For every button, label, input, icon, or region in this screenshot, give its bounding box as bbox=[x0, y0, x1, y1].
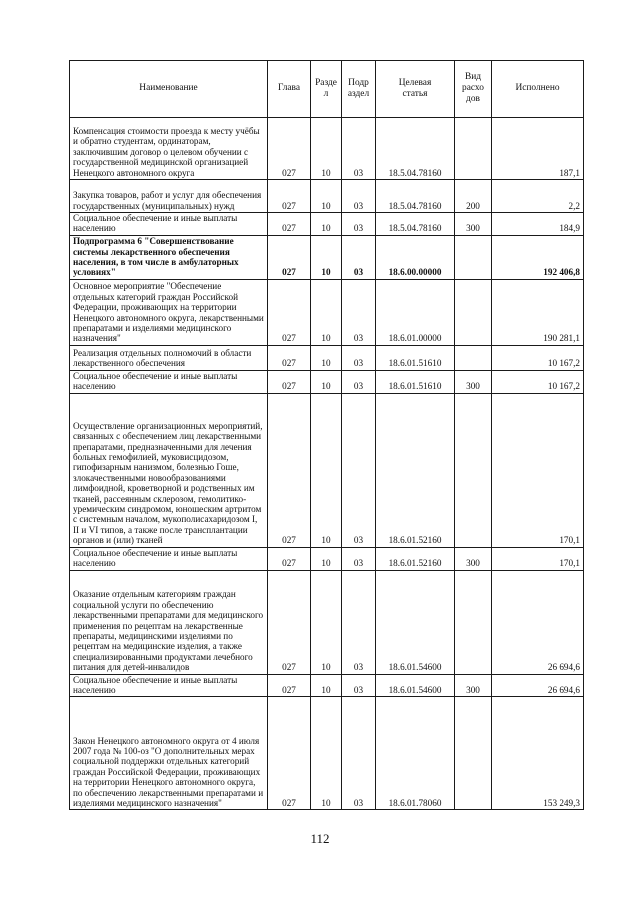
row-name-cell: Социальное обеспечение и иные выплаты населению bbox=[70, 547, 268, 570]
row-target-cell: 18.6.01.54600 bbox=[376, 674, 455, 697]
table-row bbox=[70, 235, 584, 279]
row-name-cell: Закон Ненецкого автономного округа от 4 июля 2007 года № 100-оз "О дополнительных мерах социальной поддержки отдельных категорий граждан Российской Федерации, проживающих на территории Ненецкого автономного округа, по обеспечению лекарственными препаратами и изделиями медицинского назначения" bbox=[70, 697, 268, 810]
row-name-cell: Основное мероприятие "Обеспечение отдельных категорий граждан Российской Федерации, проживающих на территории Ненецкого автономного округа, лекарственными препаратами и изделиями медицинского назначения" bbox=[70, 279, 268, 345]
row-name-cell: Подпрограмма 6 "Совершенствование системы лекарственного обеспечения населения, в том числе в амбулаторных условиях" bbox=[70, 235, 268, 279]
row-subsection-cell: 03 bbox=[342, 697, 376, 810]
table-row bbox=[70, 370, 584, 393]
row-chapter-cell: 027 bbox=[268, 235, 311, 279]
row-chapter-cell: 027 bbox=[268, 370, 311, 393]
row-name-cell: Социальное обеспечение и иные выплаты населению bbox=[70, 213, 268, 236]
row-expense-type-cell bbox=[455, 279, 492, 345]
row-target-cell: 18.5.04.78160 bbox=[376, 213, 455, 236]
row-executed-cell: 26 694,6 bbox=[492, 674, 584, 697]
table-row bbox=[70, 180, 584, 213]
row-subsection-cell: 03 bbox=[342, 674, 376, 697]
table-header-row bbox=[70, 61, 584, 118]
row-name-cell: Осуществление организационных мероприятий, связанных с обеспечением лиц лекарственными препаратами, предназначенными для лечения больных гемофилией, муковисцидозом, гипофизарным нанизмом, болезнью Гоше, злокачественными новообразованиями лимфоидной, кроветворной и родственных им тканей, рассеянным склерозом, гемолитико-уремическим синдромом, юношеским артритом с системным началом, мукополисахаридозом I, II и VI типов, а также после трансплантации органов и (или) тканей bbox=[70, 393, 268, 547]
row-section-cell: 10 bbox=[311, 547, 342, 570]
row-expense-type-cell bbox=[455, 570, 492, 674]
row-expense-type-cell: 300 bbox=[455, 674, 492, 697]
row-chapter-cell: 027 bbox=[268, 570, 311, 674]
row-expense-type-cell: 200 bbox=[455, 180, 492, 213]
budget-table bbox=[69, 60, 584, 810]
table-body bbox=[70, 118, 584, 810]
row-section-cell: 10 bbox=[311, 570, 342, 674]
row-subsection-cell: 03 bbox=[342, 118, 376, 180]
row-subsection-cell: 03 bbox=[342, 213, 376, 236]
row-expense-type-cell bbox=[455, 118, 492, 180]
row-executed-cell: 26 694,6 bbox=[492, 570, 584, 674]
row-section-cell: 10 bbox=[311, 345, 342, 370]
row-target-cell: 18.6.01.52160 bbox=[376, 393, 455, 547]
header-target: Целевая статья bbox=[376, 61, 455, 118]
row-expense-type-cell: 300 bbox=[455, 547, 492, 570]
row-chapter-cell: 027 bbox=[268, 213, 311, 236]
row-section-cell: 10 bbox=[311, 279, 342, 345]
header-executed: Исполнено bbox=[492, 61, 584, 118]
row-name-cell: Закупка товаров, работ и услуг для обеспечения государственных (муниципальных) нужд bbox=[70, 180, 268, 213]
row-name-cell: Оказание отдельным категориям граждан социальной услуги по обеспечению лекарственными препаратами для медицинского применения по рецептам на лекарственные препараты, медицинскими изделиями по рецептам на медицинские изделия, а также специализированными продуктами лечебного питания для детей-инвалидов bbox=[70, 570, 268, 674]
row-executed-cell: 2,2 bbox=[492, 180, 584, 213]
row-target-cell: 18.5.04.78160 bbox=[376, 118, 455, 180]
row-target-cell: 18.6.01.78060 bbox=[376, 697, 455, 810]
row-section-cell: 10 bbox=[311, 393, 342, 547]
table-row bbox=[70, 570, 584, 674]
row-executed-cell: 187,1 bbox=[492, 118, 584, 180]
header-subsection: Подр аздел bbox=[342, 61, 376, 118]
row-target-cell: 18.6.01.51610 bbox=[376, 345, 455, 370]
row-chapter-cell: 027 bbox=[268, 345, 311, 370]
row-target-cell: 18.6.01.51610 bbox=[376, 370, 455, 393]
row-section-cell: 10 bbox=[311, 697, 342, 810]
row-subsection-cell: 03 bbox=[342, 393, 376, 547]
row-expense-type-cell bbox=[455, 697, 492, 810]
row-chapter-cell: 027 bbox=[268, 674, 311, 697]
row-expense-type-cell bbox=[455, 345, 492, 370]
row-executed-cell: 190 281,1 bbox=[492, 279, 584, 345]
row-name-cell: Социальное обеспечение и иные выплаты населению bbox=[70, 674, 268, 697]
header-expense-type: Вид расхо дов bbox=[455, 61, 492, 118]
row-section-cell: 10 bbox=[311, 118, 342, 180]
row-chapter-cell: 027 bbox=[268, 180, 311, 213]
row-subsection-cell: 03 bbox=[342, 345, 376, 370]
row-section-cell: 10 bbox=[311, 180, 342, 213]
row-target-cell: 18.6.01.52160 bbox=[376, 547, 455, 570]
row-executed-cell: 153 249,3 bbox=[492, 697, 584, 810]
row-chapter-cell: 027 bbox=[268, 279, 311, 345]
row-subsection-cell: 03 bbox=[342, 180, 376, 213]
row-expense-type-cell bbox=[455, 235, 492, 279]
row-target-cell: 18.6.01.00000 bbox=[376, 279, 455, 345]
row-name-cell: Компенсация стоимости проезда к месту учёбы и обратно студентам, ординаторам, заключившим договор о целевом обучении с государственной медицинской организацией Ненецкого автономного округа bbox=[70, 118, 268, 180]
table-row bbox=[70, 697, 584, 810]
row-executed-cell: 192 406,8 bbox=[492, 235, 584, 279]
row-subsection-cell: 03 bbox=[342, 570, 376, 674]
row-name-cell: Социальное обеспечение и иные выплаты населению bbox=[70, 370, 268, 393]
header-name: Наименование bbox=[70, 61, 268, 118]
table-row bbox=[70, 393, 584, 547]
row-target-cell: 18.6.01.54600 bbox=[376, 570, 455, 674]
table-row bbox=[70, 674, 584, 697]
row-section-cell: 10 bbox=[311, 370, 342, 393]
table-row bbox=[70, 118, 584, 180]
row-executed-cell: 170,1 bbox=[492, 547, 584, 570]
table-row bbox=[70, 345, 584, 370]
row-section-cell: 10 bbox=[311, 235, 342, 279]
row-executed-cell: 10 167,2 bbox=[492, 370, 584, 393]
row-executed-cell: 170,1 bbox=[492, 393, 584, 547]
row-subsection-cell: 03 bbox=[342, 370, 376, 393]
row-section-cell: 10 bbox=[311, 674, 342, 697]
row-chapter-cell: 027 bbox=[268, 118, 311, 180]
header-section: Разде л bbox=[311, 61, 342, 118]
row-section-cell: 10 bbox=[311, 213, 342, 236]
row-target-cell: 18.5.04.78160 bbox=[376, 180, 455, 213]
table-row bbox=[70, 279, 584, 345]
row-subsection-cell: 03 bbox=[342, 279, 376, 345]
table-row bbox=[70, 213, 584, 236]
row-expense-type-cell: 300 bbox=[455, 213, 492, 236]
row-name-cell: Реализация отдельных полномочий в области лекарственного обеспечения bbox=[70, 345, 268, 370]
row-executed-cell: 10 167,2 bbox=[492, 345, 584, 370]
page-number: 112 bbox=[310, 831, 330, 846]
row-executed-cell: 184,9 bbox=[492, 213, 584, 236]
row-expense-type-cell: 300 bbox=[455, 370, 492, 393]
row-subsection-cell: 03 bbox=[342, 235, 376, 279]
row-chapter-cell: 027 bbox=[268, 547, 311, 570]
row-expense-type-cell bbox=[455, 393, 492, 547]
table-row bbox=[70, 547, 584, 570]
row-chapter-cell: 027 bbox=[268, 697, 311, 810]
row-subsection-cell: 03 bbox=[342, 547, 376, 570]
row-chapter-cell: 027 bbox=[268, 393, 311, 547]
header-chapter: Глава bbox=[268, 61, 311, 118]
row-target-cell: 18.6.00.00000 bbox=[376, 235, 455, 279]
